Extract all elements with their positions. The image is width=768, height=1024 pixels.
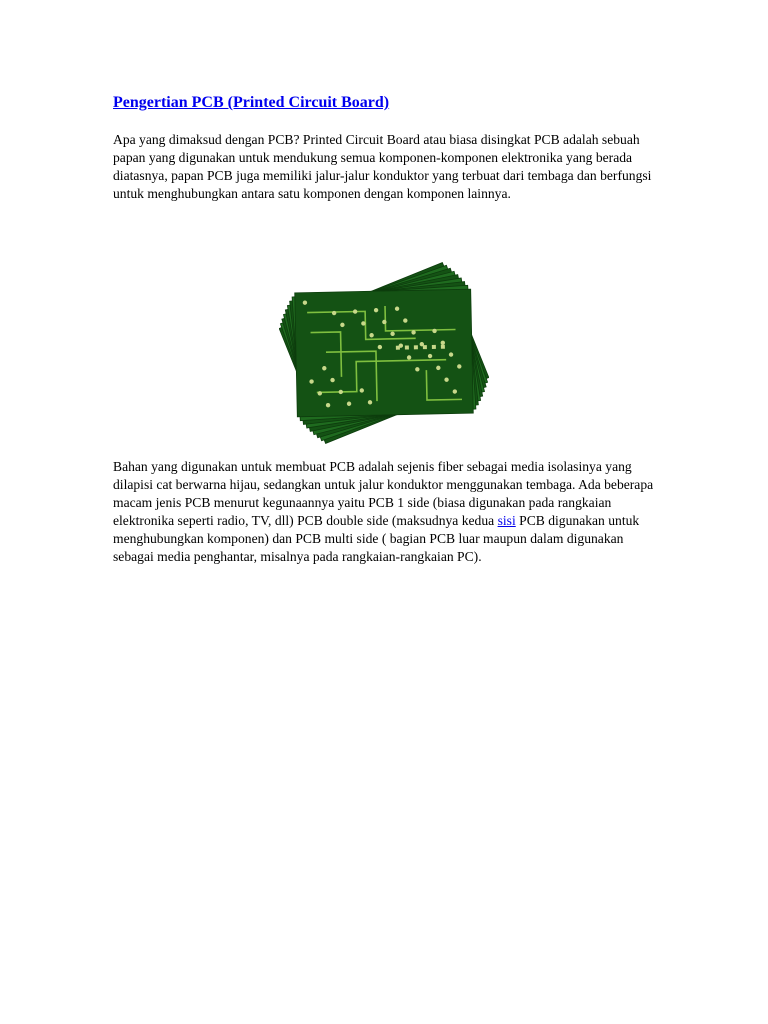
sisi-link[interactable]: sisi: [497, 512, 516, 528]
article-title-link[interactable]: Pengertian PCB (Printed Circuit Board): [113, 94, 390, 111]
paragraph-intro: Apa yang dimaksud dengan PCB? Printed Circuit Board atau biasa disingkat PCB adalah sebuah papan yang digunakan untuk mendukung semua komponen-komponen elektronika yang berada diatasnya, papan PCB juga memiliki jalur-jalur konduktor yang terbuat dari tembaga dan berfungsi untuk menghubungkan antara satu komponen dengan komponen lainnya.: [113, 132, 652, 201]
paragraph-material: [113, 458, 658, 565]
pcb-boards-image: [279, 233, 489, 459]
paragraph-material-text-2: PCB digunakan untuk menghubungkan komponen) dan PCB multi side ( bagian PCB luar maupun dalam digunakan sebagai media penghantar, misalnya pada rangkaian-rangkaian PC).: [113, 512, 640, 564]
paragraph-material-text-1: Bahan yang digunakan untuk membuat PCB adalah sejenis fiber sebagai media isolasinya yang dilapisi cat berwarna hijau, sedangkan untuk jalur konduktor menggunakan tembaga. Ada beberapa macam jenis PCB menurut kegunaannya yaitu PCB 1 side (biasa digunakan pada rangkaian elektronika seperti radio, TV, dll) PCB double side (maksudnya kedua: [113, 459, 654, 528]
document-page: [113, 93, 658, 564]
pcb-board: [295, 289, 474, 417]
